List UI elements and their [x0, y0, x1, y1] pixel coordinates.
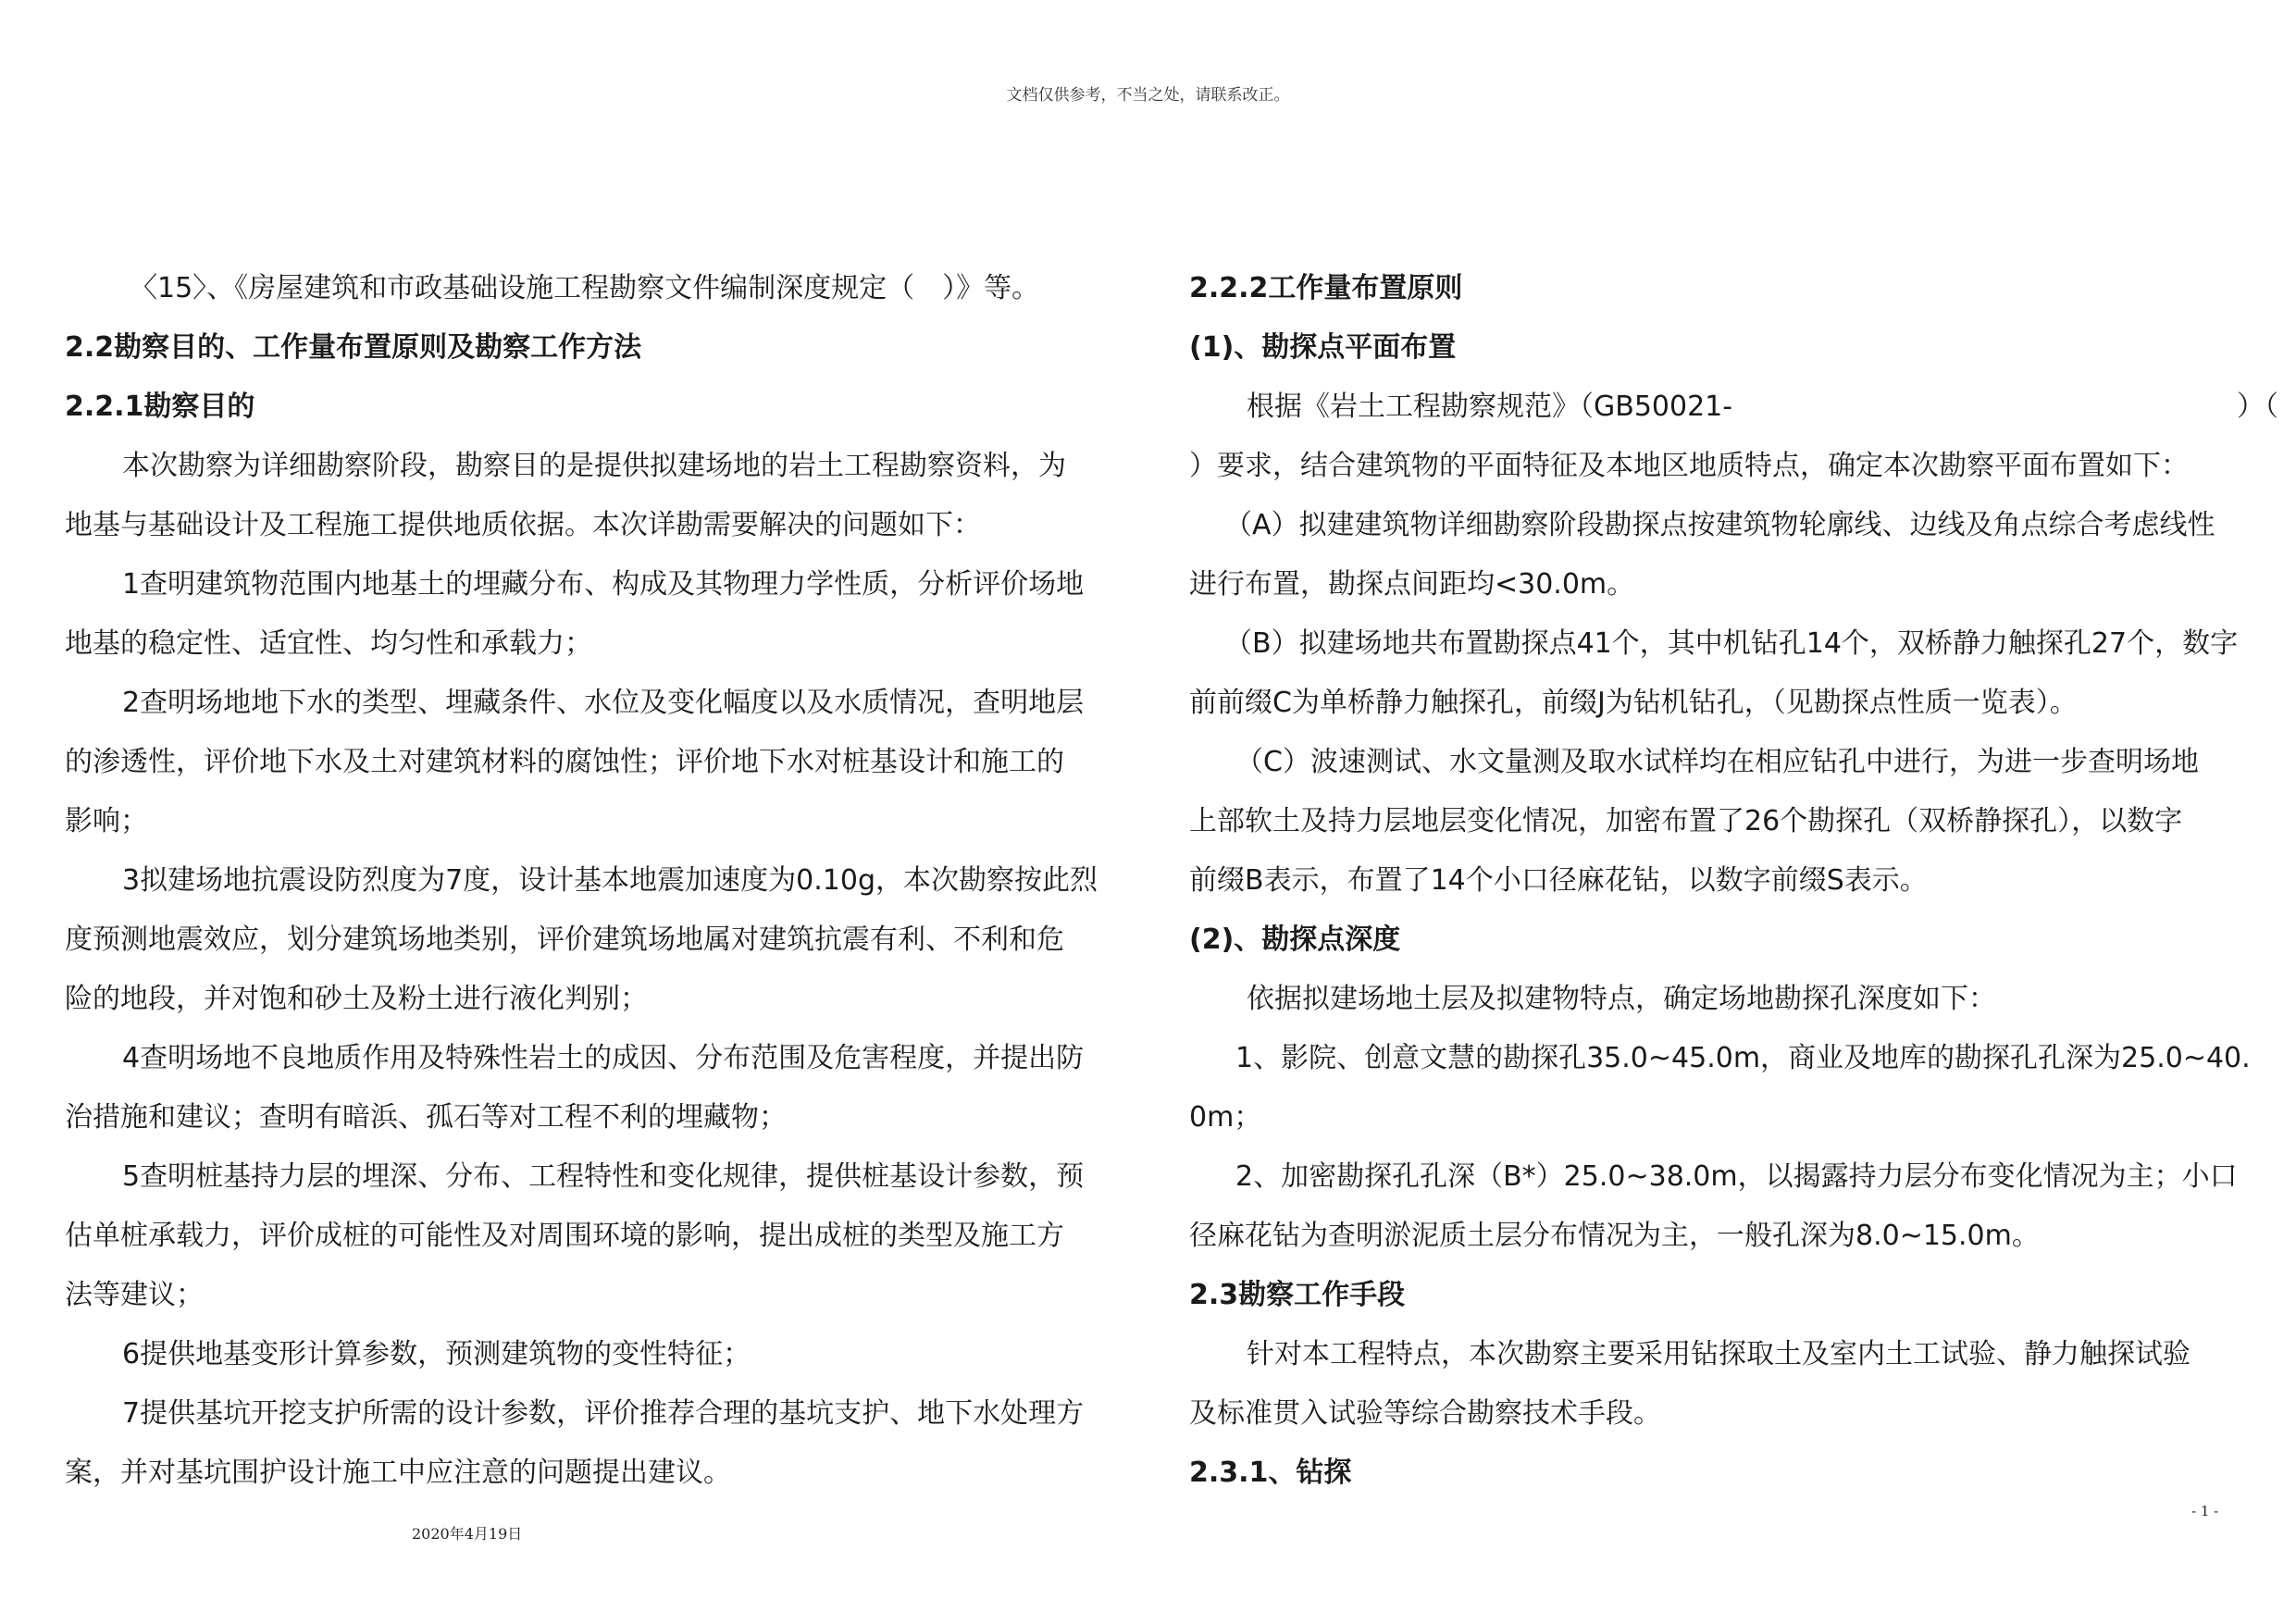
standard-reference: 根据《岩土工程勘察规范》（GB50021- [1247, 391, 1733, 423]
list-item-1: 1查明建筑物范围内地基土的埋藏分布、构成及其物理力学性质，分析评价场地 [122, 568, 1085, 601]
list-item-5-cont: 估单桩承载力，评价成桩的可能性及对周围环境的影响，提出成桩的类型及施工方 [65, 1220, 1064, 1252]
list-item-4: 4查明场地不良地质作用及特殊性岩土的成因、分布范围及危害程度，并提出防 [122, 1042, 1085, 1074]
list-item-1-cont: 地基的稳定性、适宜性、均匀性和承载力； [65, 627, 592, 660]
list-item-7-cont: 案，并对基坑围护设计施工中应注意的问题提出建议。 [65, 1457, 731, 1489]
item-c: （C）波速测试、水文量测及取水试样均在相应钻孔中进行，为进一步查明场地 [1235, 746, 2199, 778]
list-item-5-cont: 法等建议； [65, 1279, 204, 1311]
list-item-3: 3拟建场地抗震设防烈度为7度，设计基本地震加速度为0.10g，本次勘察按此烈 [122, 864, 1098, 897]
paragraph-line: 针对本工程特点，本次勘察主要采用钻探取土及室内土工试验、静力触探试验 [1247, 1338, 2191, 1370]
paragraph-line [1189, 378, 2278, 437]
list-item-7: 7提供基坑开挖支护所需的设计参数，评价推荐合理的基坑支护、地下水处理方 [122, 1397, 1085, 1430]
list-item-2-cont: 的渗透性，评价地下水及土对建筑材料的腐蚀性；评价地下水对桩基设计和施工的 [65, 746, 1064, 778]
list-item-5: 5查明桩基持力层的埋深、分布、工程特性和变化规律，提供桩基设计参数，预 [122, 1160, 1085, 1193]
list-item-6: 6提供地基变形计算参数，预测建筑物的变性特征； [122, 1338, 751, 1370]
list-item-2-cont: 影响； [65, 805, 148, 837]
header-disclaimer: 文档仅供参考，不当之处，请联系改正。 [1006, 86, 1290, 105]
depth-item-1: 1、影院、创意文慧的勘探孔35.0~45.0m，商业及地库的勘探孔孔深为25.0~40. [1235, 1042, 2251, 1074]
footer-date: 2020年4月19日 [412, 1525, 523, 1543]
depth-item-2-cont: 径麻花钻为查明淤泥质土层分布情况为主，一般孔深为8.0~15.0m。 [1189, 1220, 2040, 1252]
reference-item-15: 〈15〉、《房屋建筑和市政基础设施工程勘察文件编制深度规定（ ）》等。 [130, 272, 1040, 304]
item-b: （B）拟建场地共布置勘探点41个，其中机钻孔14个，双桥静力触探孔27个，数字 [1224, 627, 2239, 660]
item-a: （A）拟建建筑物详细勘察阶段勘探点按建筑物轮廓线、边线及角点综合考虑线性 [1224, 509, 2215, 541]
subheading-plan-layout: (1)、勘探点平面布置 [1189, 331, 1457, 364]
section-heading-2-3: 2.3勘察工作手段 [1189, 1279, 1406, 1311]
right-column [1189, 259, 2278, 1503]
section-heading-2-2: 2.2勘察目的、工作量布置原则及勘察工作方法 [65, 331, 642, 364]
section-heading-2-2-1: 2.2.1勘察目的 [65, 391, 255, 423]
list-item-4-cont: 治措施和建议；查明有暗浜、孤石等对工程不利的埋藏物； [65, 1101, 787, 1134]
list-item-3-cont: 险的地段，并对饱和砂土及粉土进行液化判别； [65, 983, 648, 1015]
section-heading-2-3-1: 2.3.1、钻探 [1189, 1457, 1352, 1489]
paragraph-line: 地基与基础设计及工程施工提供地质依据。本次详勘需要解决的问题如下： [65, 509, 981, 541]
item-c-cont: 前缀B表示，布置了14个小口径麻花钻，以数字前缀S表示。 [1189, 864, 1928, 897]
item-b-cont: 前前缀C为单桥静力触探孔，前缀J为钻机钻孔，（见勘探点性质一览表）。 [1189, 687, 2078, 719]
section-heading-2-2-2: 2.2.2工作量布置原则 [1189, 272, 1463, 304]
depth-item-2: 2、加密勘探孔孔深（B*）25.0~38.0m，以揭露持力层分布变化情况为主；小口 [1235, 1160, 2238, 1193]
paragraph-line: 依据拟建场地土层及拟建物特点，确定场地勘探孔深度如下： [1247, 983, 1996, 1015]
paren-fragment: ）（ [2237, 391, 2278, 423]
page-number: - 1 - [2191, 1503, 2219, 1519]
left-column [65, 259, 1129, 1503]
item-c-cont: 上部软土及持力层地层变化情况，加密布置了26个勘探孔（双桥静探孔），以数字 [1189, 805, 2183, 837]
paragraph-line: 本次勘察为详细勘察阶段，勘察目的是提供拟建场地的岩土工程勘察资料，为 [122, 450, 1066, 482]
list-item-2: 2查明场地地下水的类型、埋藏条件、水位及变化幅度以及水质情况，查明地层 [122, 687, 1085, 719]
paragraph-line: 及标准贯入试验等综合勘察技术手段。 [1189, 1397, 1661, 1430]
subheading-depth: (2)、勘探点深度 [1189, 924, 1401, 956]
item-a-cont: 进行布置，勘探点间距均<30.0m。 [1189, 568, 1635, 601]
paragraph-line: ）要求，结合建筑物的平面特征及本地区地质特点，确定本次勘察平面布置如下： [1189, 450, 2189, 482]
list-item-3-cont: 度预测地震效应，划分建筑场地类别，评价建筑场地属对建筑抗震有利、不利和危 [65, 924, 1064, 956]
depth-item-1-cont: 0m； [1189, 1101, 1262, 1134]
